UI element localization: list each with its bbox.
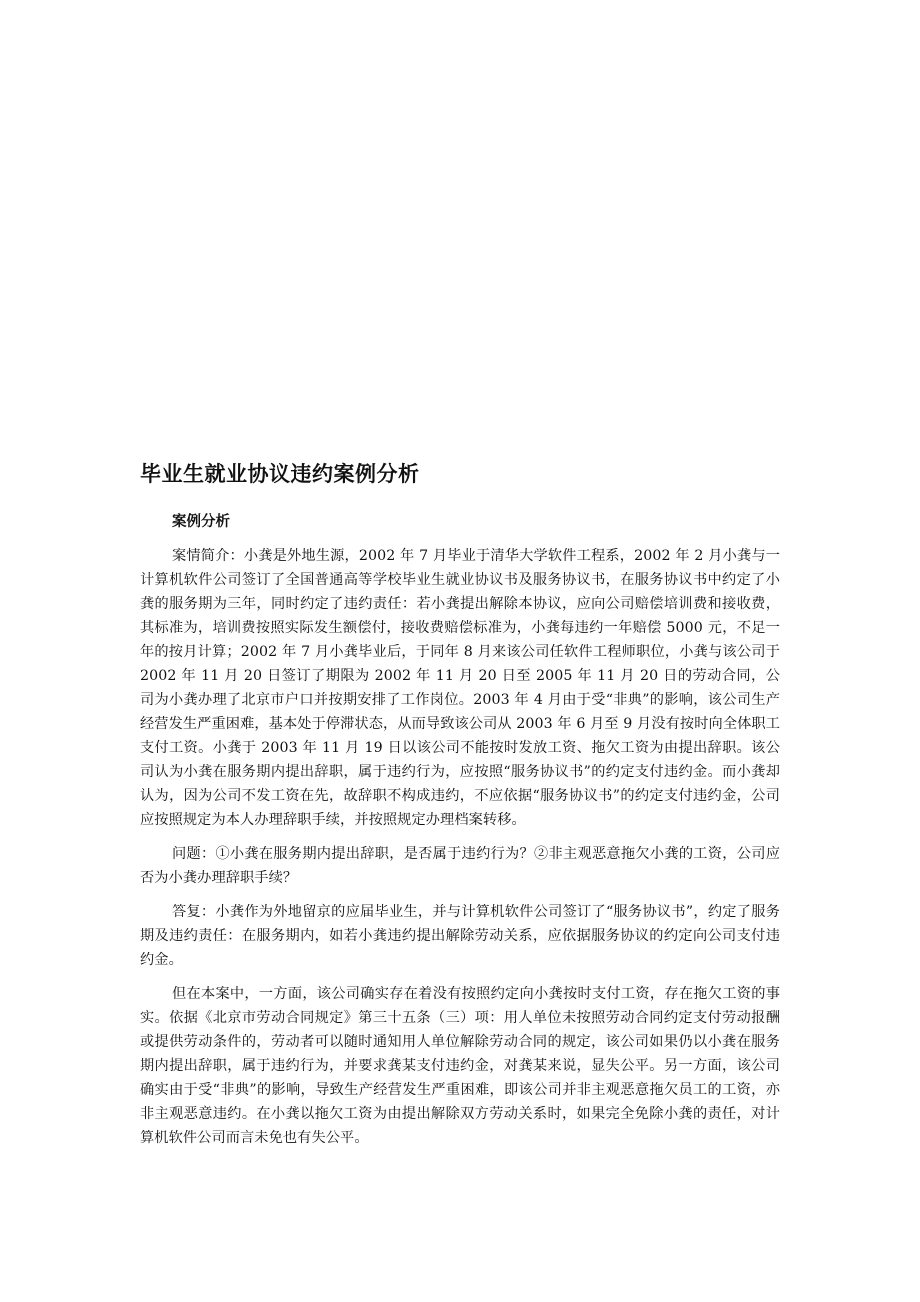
document-title: 毕业生就业协议违约案例分析 bbox=[140, 462, 420, 486]
paragraph-answer: 答复：小龚作为外地留京的应届毕业生，并与计算机软件公司签订了“服务协议书”，约定了服务期及违约责任：在服务期内，如若小龚违约提出解除劳动关系，应依据服务协议的约定向公司支付违约金。 bbox=[140, 904, 780, 968]
paragraph-case-summary: 案情简介：小龚是外地生源，2002 年 7 月毕业于清华大学软件工程系，2002 年 2 月小龚与一计算机软件公司签订了全国普通高等学校毕业生就业协议书及服务协议书，在服务协议书中约定了小龚的服务期为三年，同时约定了违约责任：若小龚提出解除本协议，应向公司赔偿培训费和接收费，其标准为，培训费按照实际发生额偿付，接收费赔偿标准为，小龚每违约一年赔偿 5000 元，不足一年的按月计算；2002 年 7 月小龚毕业后，于同年 8 月来该公司任软件工程师职位，小龚与该公司于 2002 年 11 月 20 日签订了期限为 2002 年 11 月 20 日至 2005 年 11 月 20 日的劳动合同，公司为小龚办理了北京市户口并按期安排了工作岗位。2003 年 4 月由于受“非典”的影响，该公司生产经营发生严重困难，基本处于停滞状态，从而导致该公司从 2003 年 6 月至 9 月没有按时向全体职工支付工资。小龚于 2003 年 11 月 19 日以该公司不能按时发放工资、拖欠工资为由提出辞职。该公司认为小龚在服务期内提出辞职，属于违约行为，应按照“服务协议书”的约定支付违约金。而小龚却认为，因为公司不发工资在先，故辞职不构成违约，不应依据“服务协议书”的约定支付违约金，公司应按照规定为本人办理辞职手续，并按照规定办理档案转移。 bbox=[140, 548, 780, 828]
paragraph-question: 问题：①小龚在服务期内提出辞职，是否属于违约行为？②非主观恶意拖欠小龚的工资，公司应否为小龚办理辞职手续？ bbox=[140, 846, 780, 886]
paragraph-analysis: 但在本案中，一方面，该公司确实存在着没有按照约定向小龚按时支付工资，存在拖欠工资的事实。依据《北京市劳动合同规定》第三十五条（三）项：用人单位未按照劳动合同约定支付劳动报酬或提供劳动条件的，劳动者可以随时通知用人单位解除劳动合同的规定，该公司如果仍以小龚在服务期内提出辞职，属于违约行为，并要求龚某支付违约金，对龚某来说，显失公平。另一方面，该公司确实由于受“非典”的影响，导致生产经营发生严重困难，即该公司并非主观恶意拖欠员工的工资，亦非主观恶意违约。在小龚以拖欠工资为由提出解除双方劳动关系时，如果完全免除小龚的责任，对计算机软件公司而言未免也有失公平。 bbox=[140, 986, 780, 1146]
document-body bbox=[140, 544, 780, 1160]
section-heading: 案例分析 bbox=[172, 514, 230, 530]
